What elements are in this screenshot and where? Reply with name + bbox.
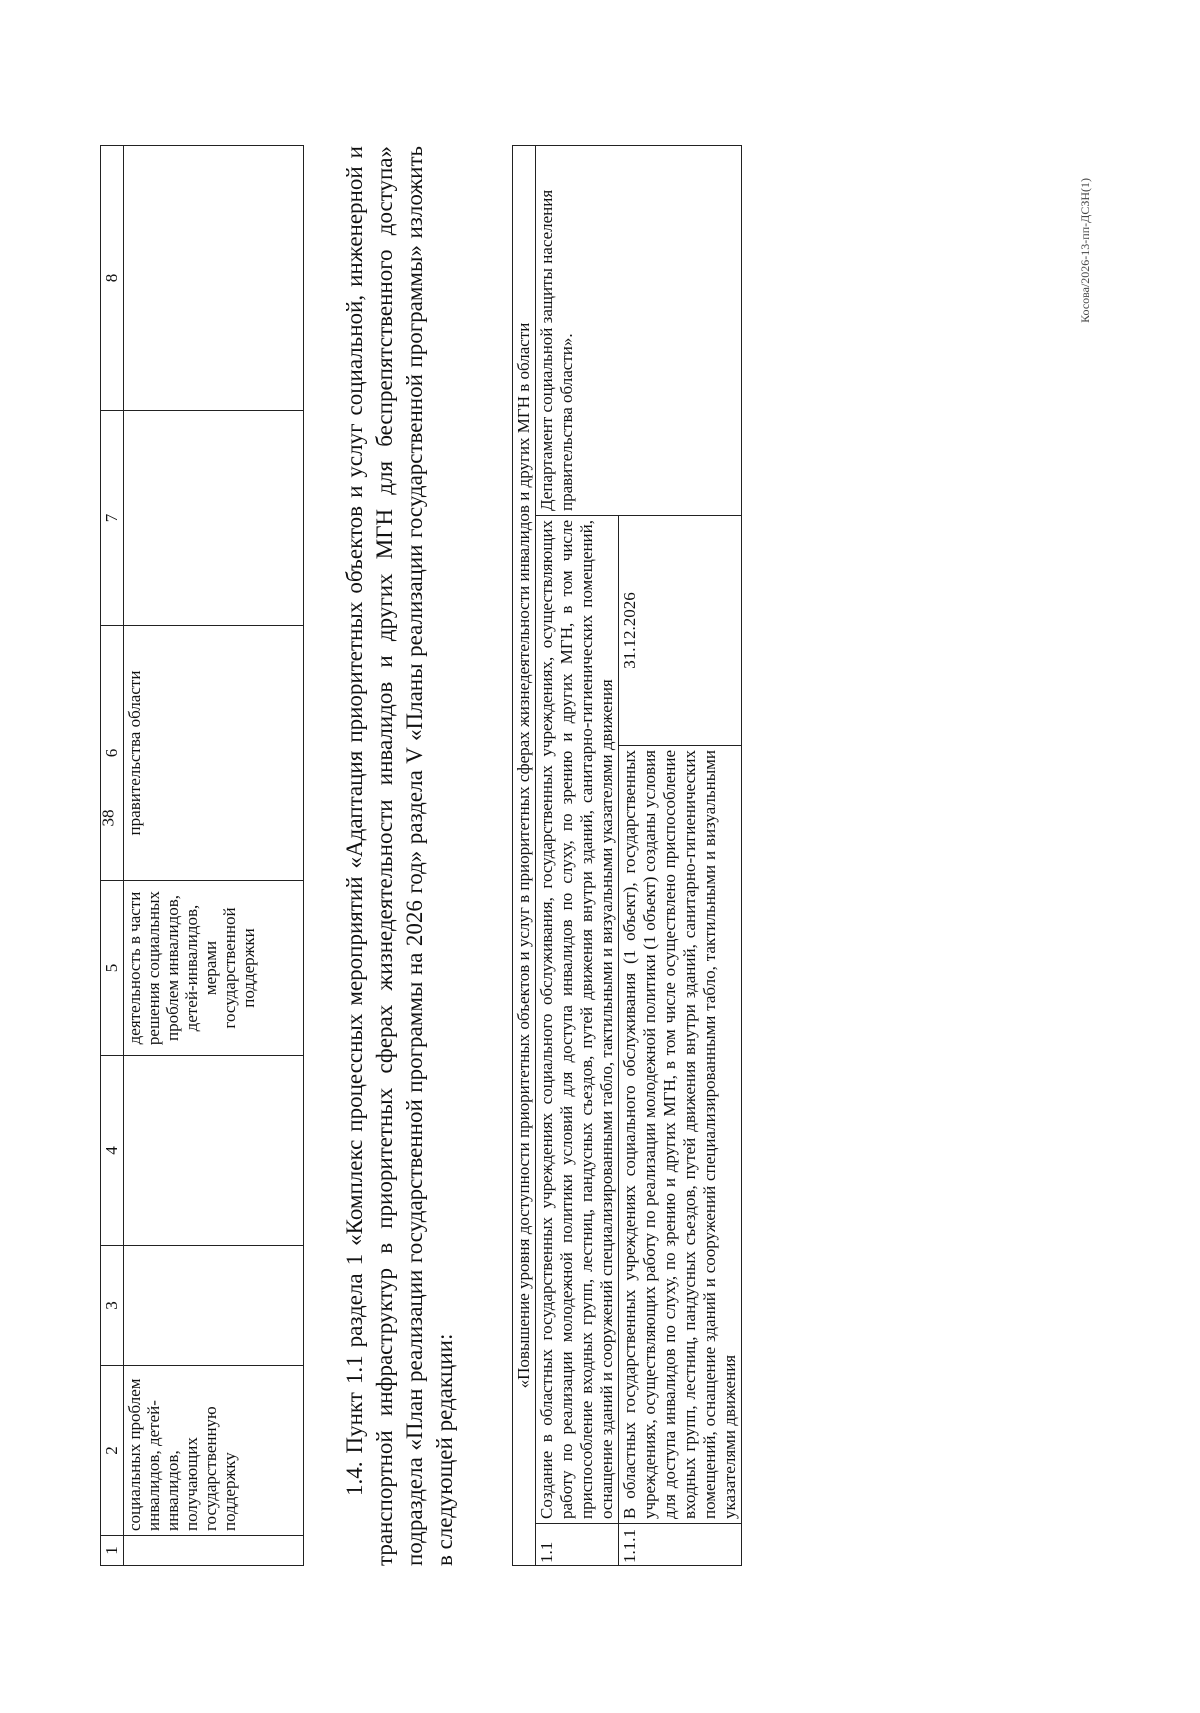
table-cell	[124, 1056, 304, 1246]
column-header: 6	[101, 626, 124, 881]
result-text: В областных государственных учреждениях социального обслуживания (1 объект), государственных учреждениях, осуществляющих работу по реализации молодежной политики (1 объект) созданы условия для доступа инвалидов по слуху, по зрению и других МГН, в том числе осуществлено приспособление входных групп, лестниц, пандусных съездов, путей движения внутри зданий, санитарно-гигиенических помещений, оснащение зданий и сооружений специализированными табло, тактильными и визуальными указателями движения	[619, 746, 742, 1524]
plan-table	[512, 145, 742, 1566]
table-cell: правительства области	[124, 626, 304, 881]
deadline-date: 31.12.2026	[619, 516, 742, 746]
row-number: 1.1	[536, 1524, 619, 1566]
table-cell	[124, 1536, 304, 1566]
table-cell: деятельность в части решения социальных проблем инвалидов, детей-инвалидов, мерами государственной поддержки	[124, 881, 304, 1056]
row-number: 1.1.1	[619, 1524, 742, 1566]
column-header: 2	[101, 1366, 124, 1536]
section-header: «Повышение уровня доступности приоритетных объектов и услуг в приоритетных сферах жизнедеятельности инвалидов и других МГН в области	[513, 145, 536, 1565]
table-cell: социальных проблем инвалидов, детей-инвалидов, получающих государственную поддержку	[124, 1366, 304, 1536]
page-number: 38	[98, 809, 118, 827]
table-cell	[124, 146, 304, 411]
column-header: 8	[101, 146, 124, 411]
responsible-executor: Департамент социальной защиты населения правительства области».	[536, 145, 742, 515]
table-header-row	[101, 146, 124, 1566]
table-row	[536, 145, 619, 1565]
table-cell	[124, 1246, 304, 1366]
column-header: 1	[101, 1536, 124, 1566]
continuation-table	[100, 145, 304, 1566]
column-header: 4	[101, 1056, 124, 1246]
table-cell	[124, 411, 304, 626]
column-header: 3	[101, 1246, 124, 1366]
table-row	[124, 146, 304, 1566]
document-code: Косова/2026-13-пп-ДСЗН(1)	[1078, 178, 1092, 323]
column-header: 7	[101, 411, 124, 626]
column-header: 5	[101, 881, 124, 1056]
amendment-paragraph: 1.4. Пункт 1.1 раздела 1 «Комплекс процессных мероприятий «Адаптация приоритетных объектов и услуг социальной, инженерной и транспортной инфраструктур в приоритетных сферах жизнедеятельности инвалидов и других МГН для беспрепятственного доступа» подраздела «План реализации государственной программы на 2026 год» раздела V «Планы реализации государственной программы» изложить в следующей редакции:	[342, 146, 457, 1566]
rotated-content	[100, 146, 1100, 1566]
table-header-row	[513, 145, 536, 1565]
measure-text: Создание в областных государственных учреждениях социального обслуживания, государственных учреждениях, осуществляющих работу по реализации молодежной политики условий для доступа инвалидов по слуху, по зрению и других МГН, в том числе приспособление входных групп, лестниц, пандусных съездов, путей движения внутри зданий, санитарно-гигиенических помещений, оснащение зданий и сооружений специализированными табло, тактильными и визуальными указателями движения	[536, 516, 619, 1524]
